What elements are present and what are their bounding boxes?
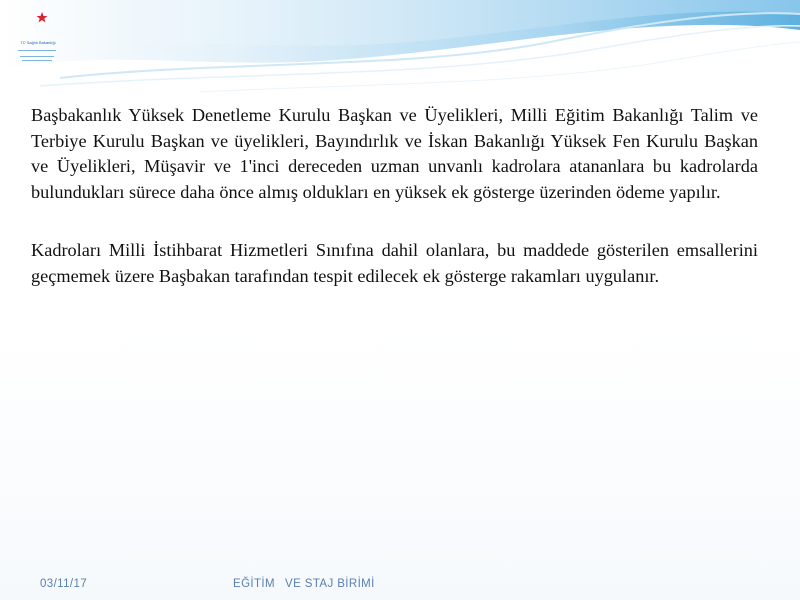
footer-unit-name [233, 578, 375, 590]
slide-content [31, 103, 758, 289]
footer-unit-part2: VE STAJ BİRİMİ [285, 578, 375, 590]
paragraph-2: Kadroları Milli İstihbarat Hizmetleri Sınıfına dahil olanlara, bu maddede gösterilen emsallerini geçmemek üzere Başbakan tarafından tespit edilecek ek gösterge rakamları uygulanır. [31, 240, 758, 286]
footer-date: 03/11/17 [40, 578, 88, 590]
header-wave-decoration [0, 0, 800, 100]
footer-unit-part1: EĞİTİM [233, 578, 276, 590]
logo-caption [8, 40, 68, 45]
paragraph-1: Başbakanlık Yüksek Denetleme Kurulu Başkan ve Üyelikleri, Milli Eğitim Bakanlığı Talim ve Terbiye Kurulu Başkan ve üyelikleri, Bayındırlık ve İskan Bakanlığı Yüksek Fen Kurulu Başkan ve Üyelikleri, Müşavir ve 1'inci dereceden uzman unvanlı kadrolara atananlara bu kadrolarda bulundukları sürece daha önce almış oldukları en yüksek ek gösterge üzerinden ödeme yapılır. [31, 105, 758, 202]
ministry-logo [6, 4, 68, 68]
logo-caption-line: TC Sağlık Bakanlığı [20, 40, 56, 45]
